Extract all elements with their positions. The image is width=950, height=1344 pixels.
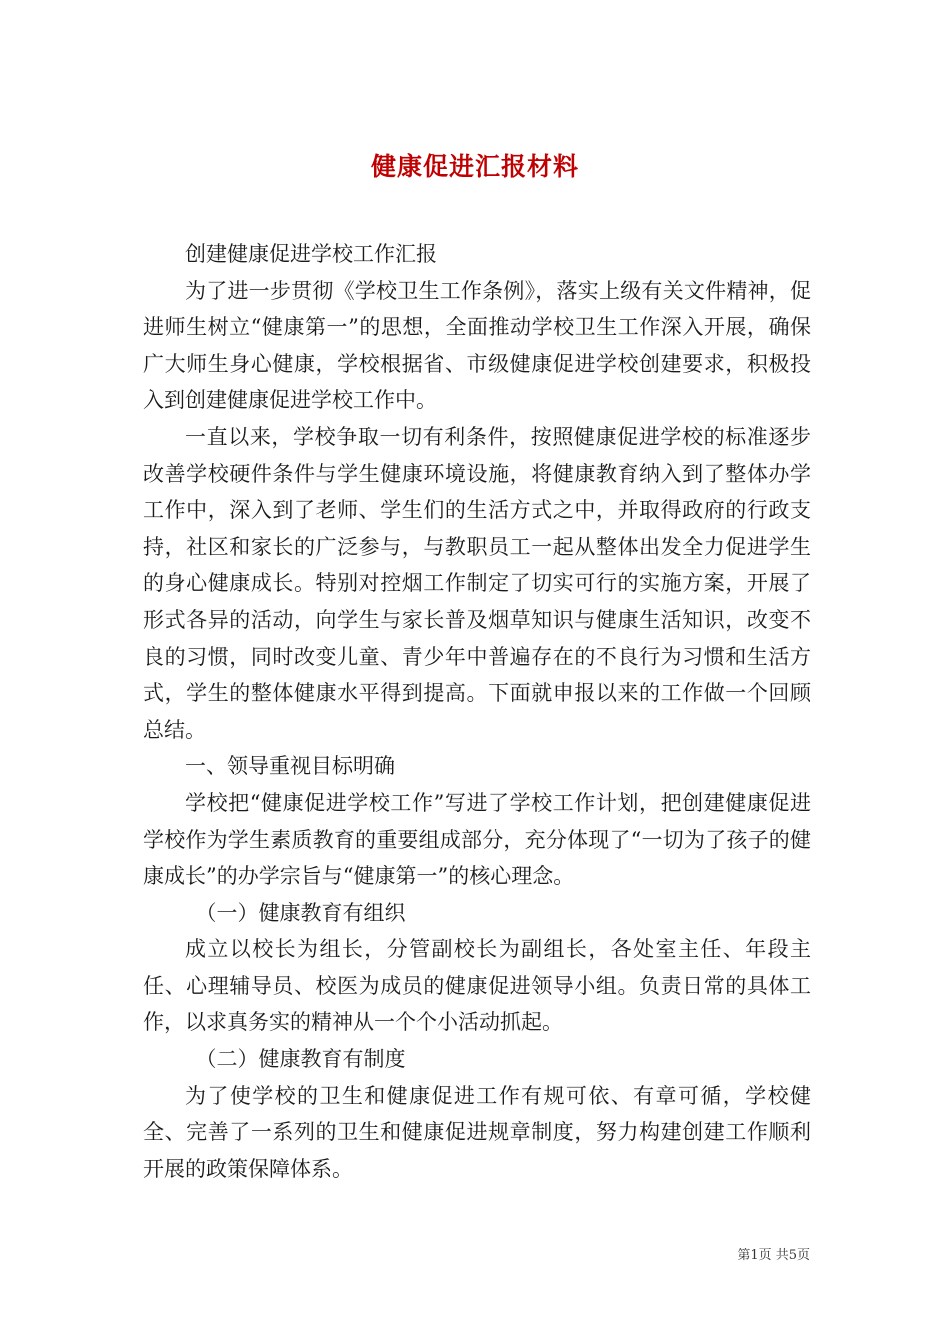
subtitle-paragraph: 创建健康促进学校工作汇报: [185, 242, 437, 266]
document-title: 健康促进汇报材料: [370, 151, 579, 181]
section-heading-1: 一、领导重视目标明确: [185, 754, 395, 779]
subsection-heading-1: （一）健康教育有组织: [195, 900, 406, 925]
section-1-paragraph: 学校把“健康促进学校工作”写进了学校工作计划，把创建健康促进学校作为学生素质教育的重要组成部分，充分体现了“一切为了孩子的健康成长”的办学宗旨与“健康第一”的核心理念。: [143, 790, 811, 889]
subsection-2-paragraph: 为了使学校的卫生和健康促进工作有规可依、有章可循，学校健全、完善了一系列的卫生和健康促进规章制度，努力构建创建工作顺利开展的政策保障体系。: [143, 1083, 811, 1181]
intro-paragraph: 为了进一步贯彻《学校卫生工作条例》，落实上级有关文件精神，促进师生树立“健康第一”的思想，全面推动学校卫生工作深入开展，确保广大师生身心健康，学校根据省、市级健康促进学校创建要求，积极投入到创建健康促进学校工作中。: [143, 278, 811, 413]
subsection-1-paragraph: 成立以校长为组长，分管副校长为副组长，各处室主任、年段主任、心理辅导员、校医为成员的健康促进领导小组。负责日常的具体工作，以求真务实的精神从一个个小活动抓起。: [143, 937, 811, 1035]
overview-paragraph: 一直以来，学校争取一切有利条件，按照健康促进学校的标准逐步改善学校硬件条件与学生健康环境设施，将健康教育纳入到了整体办学工作中，深入到了老师、学生们的生活方式之中，并取得政府的行政支持，社区和家长的广泛参与，与教职员工一起从整体出发全力促进学生的身心健康成长。特别对控烟工作制定了切实可行的实施方案，开展了形式各异的活动，向学生与家长普及烟草知识与健康生活知识，改变不良的习惯，同时改变儿童、青少年中普遍存在的不良行为习惯和生活方式，学生的整体健康水平得到提高。下面就申报以来的工作做一个回顾总结。: [143, 424, 811, 742]
page-number-footer: 第1页 共5页: [737, 1248, 810, 1263]
subsection-heading-2: （二）健康教育有制度: [195, 1047, 406, 1072]
document-body: [143, 236, 811, 1187]
